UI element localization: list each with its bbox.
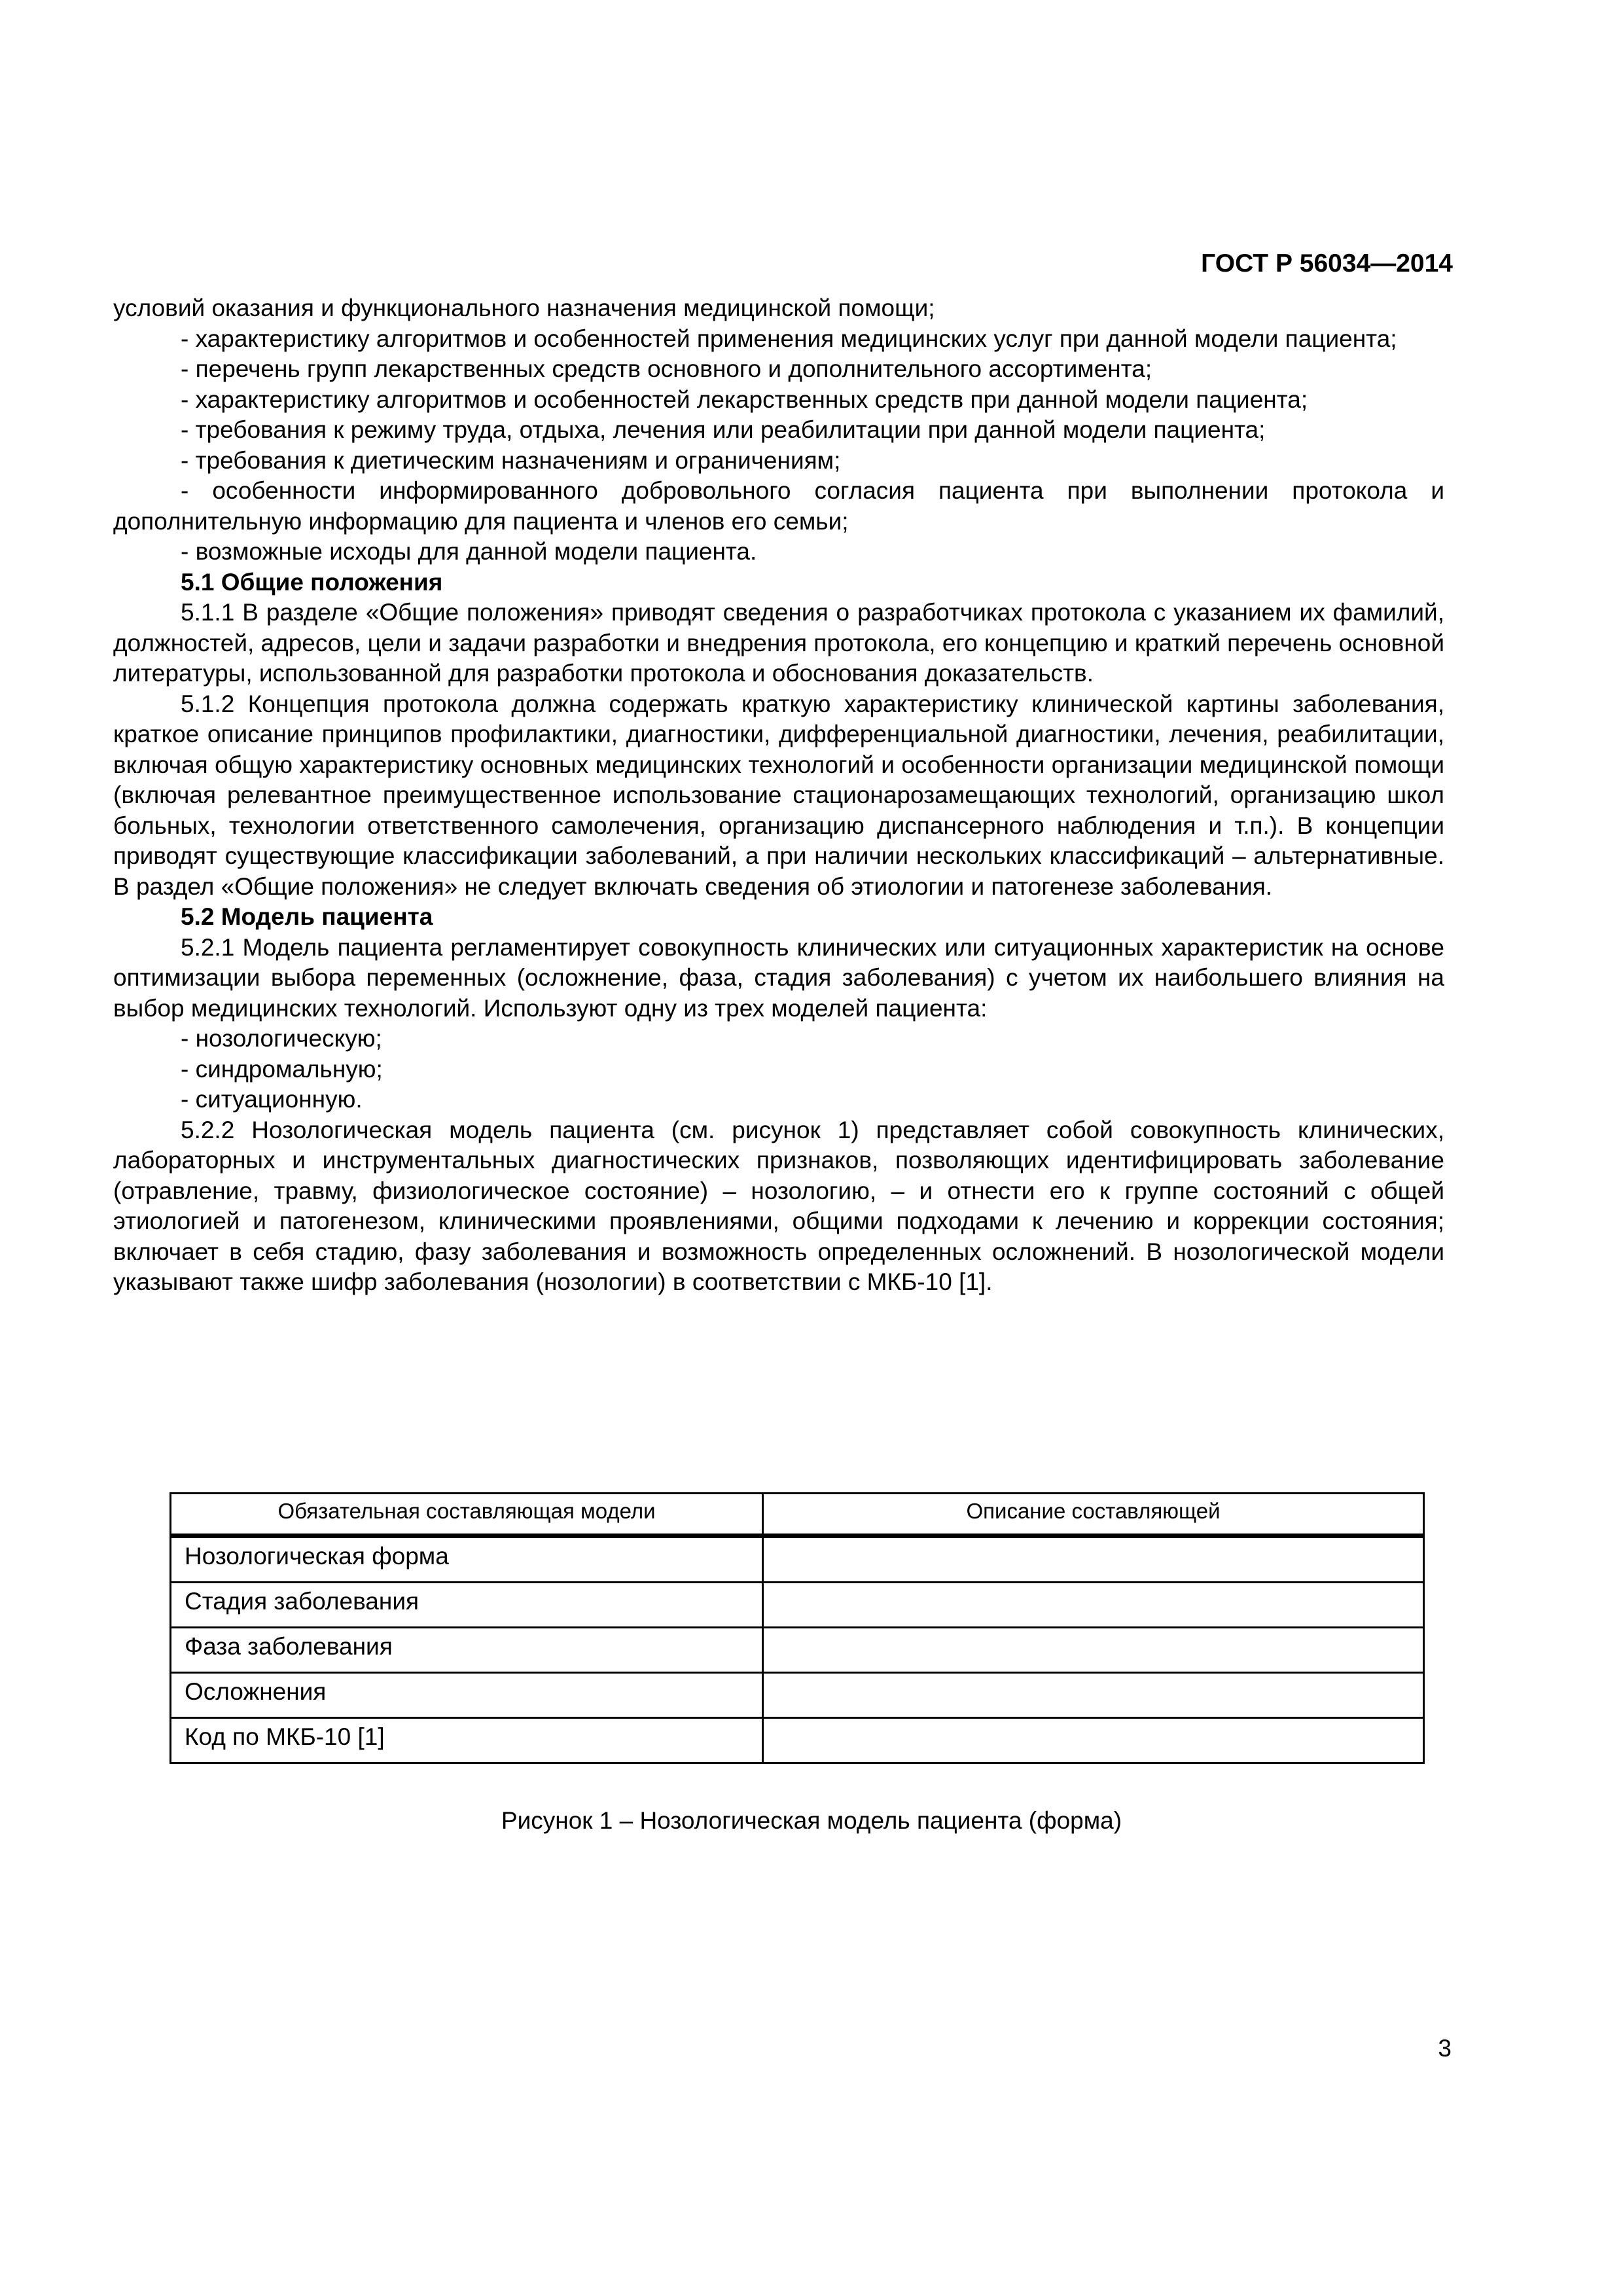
paragraph-5-1-1: 5.1.1 В разделе «Общие положения» приводят сведения о разработчиках протокола с указанием их фамилий, должностей, адресов, цели и задачи разработки и внедрения протокола, его концепцию и краткий перечень основной литературы, использованной для разработки протокола и обоснования доказательств. xyxy=(113,599,1444,687)
table-cell: Стадия заболевания xyxy=(171,1583,763,1628)
table-cell xyxy=(763,1673,1424,1718)
list-item: - характеристику алгоритмов и особенностей лекарственных средств при данной модели пациента; xyxy=(181,386,1308,413)
table-cell: Осложнения xyxy=(171,1673,763,1718)
figure-caption: Рисунок 1 – Нозологическая модель пациента (форма) xyxy=(501,1807,1122,1834)
table-cell: Фаза заболевания xyxy=(171,1628,763,1673)
nosological-model-table xyxy=(169,1492,1425,1764)
column-header: Обязательная составляющая модели xyxy=(171,1494,763,1536)
table-row xyxy=(171,1628,1424,1673)
table-cell: Код по МКБ-10 [1] xyxy=(171,1718,763,1763)
table-row xyxy=(171,1583,1424,1628)
page-number: 3 xyxy=(1438,2035,1452,2062)
list-item: - требования к режиму труда, отдыха, лечения или реабилитации при данной модели пациента; xyxy=(181,416,1266,443)
table-header-row xyxy=(171,1494,1424,1536)
list-item: - возможные исходы для данной модели пациента. xyxy=(181,538,757,565)
paragraph-5-1-2: 5.1.2 Концепция протокола должна содержать краткую характеристику клинической картины заболевания, краткое описание принципов профилактики, диагностики, дифференциальной диагностики, лечения, реабилитации, включая общую характеристику основных медицинских технологий и особенности организации медицинской помощи (включая релевантное преимущественное использование стационарозамещающих технологий, организацию школ больных, технологии ответственного самолечения, организацию диспансерного наблюдения и т.п.). В концепции приводят существующие классификации заболеваний, а при наличии нескольких классификаций – альтернативные. В раздел «Общие положения» не следует включать сведения об этиологии и патогенезе заболевания. xyxy=(113,690,1444,900)
paragraph-5-2-2: 5.2.2 Нозологическая модель пациента (см. рисунок 1) представляет собой совокупность клинических, лабораторных и инструментальных диагностических признаков, позволяющих идентифицировать заболевание (отравление, травму, физиологическое состояние) – нозологию, – и отнести его к группе состояний с общей этиологией и патогенезом, клиническими проявлениями, общими подходами к лечению и коррекции состояния; включает в себя стадию, фазу заболевания и возможность определенных осложнений. В нозологической модели указывают также шифр заболевания (нозологии) в соответствии с МКБ-10 [1]. xyxy=(113,1116,1444,1295)
list-item: - характеристику алгоритмов и особенностей применения медицинских услуг при данной модели пациента; xyxy=(181,325,1397,352)
document-code: ГОСТ Р 56034—2014 xyxy=(1201,249,1453,278)
list-item: - синдромальную; xyxy=(181,1055,383,1083)
table-row xyxy=(171,1536,1424,1583)
paragraph-5-2-1: 5.2.1 Модель пациента регламентирует совокупность клинических или ситуационных характеристик на основе оптимизации выбора переменных (осложнение, фаза, стадия заболевания) с учетом их наибольшего влияния на выбор медицинских технологий. Используют одну из трех моделей пациента: xyxy=(113,933,1444,1022)
list-item: - ситуационную. xyxy=(181,1086,363,1113)
table-cell xyxy=(763,1718,1424,1763)
table-cell xyxy=(763,1628,1424,1673)
table-cell xyxy=(763,1583,1424,1628)
list-item: - нозологическую; xyxy=(181,1025,382,1052)
list-item: - особенности информированного добровольного согласия пациента при выполнении протокола и дополнительную информацию для пациента и членов его семьи; xyxy=(113,477,1444,535)
main-text xyxy=(113,293,1444,1298)
table-cell xyxy=(763,1536,1424,1583)
list-item: - требования к диетическим назначениям и ограничениям; xyxy=(181,446,841,474)
text-line: условий оказания и функционального назначения медицинской помощи; xyxy=(113,295,935,321)
list-item: - перечень групп лекарственных средств основного и дополнительного ассортимента; xyxy=(181,355,1152,382)
section-heading-5-1: 5.1 Общие положения xyxy=(181,568,443,596)
column-header: Описание составляющей xyxy=(763,1494,1424,1536)
section-heading-5-2: 5.2 Модель пациента xyxy=(181,903,433,930)
table-row xyxy=(171,1718,1424,1763)
table-row xyxy=(171,1673,1424,1718)
table-cell: Нозологическая форма xyxy=(171,1536,763,1583)
